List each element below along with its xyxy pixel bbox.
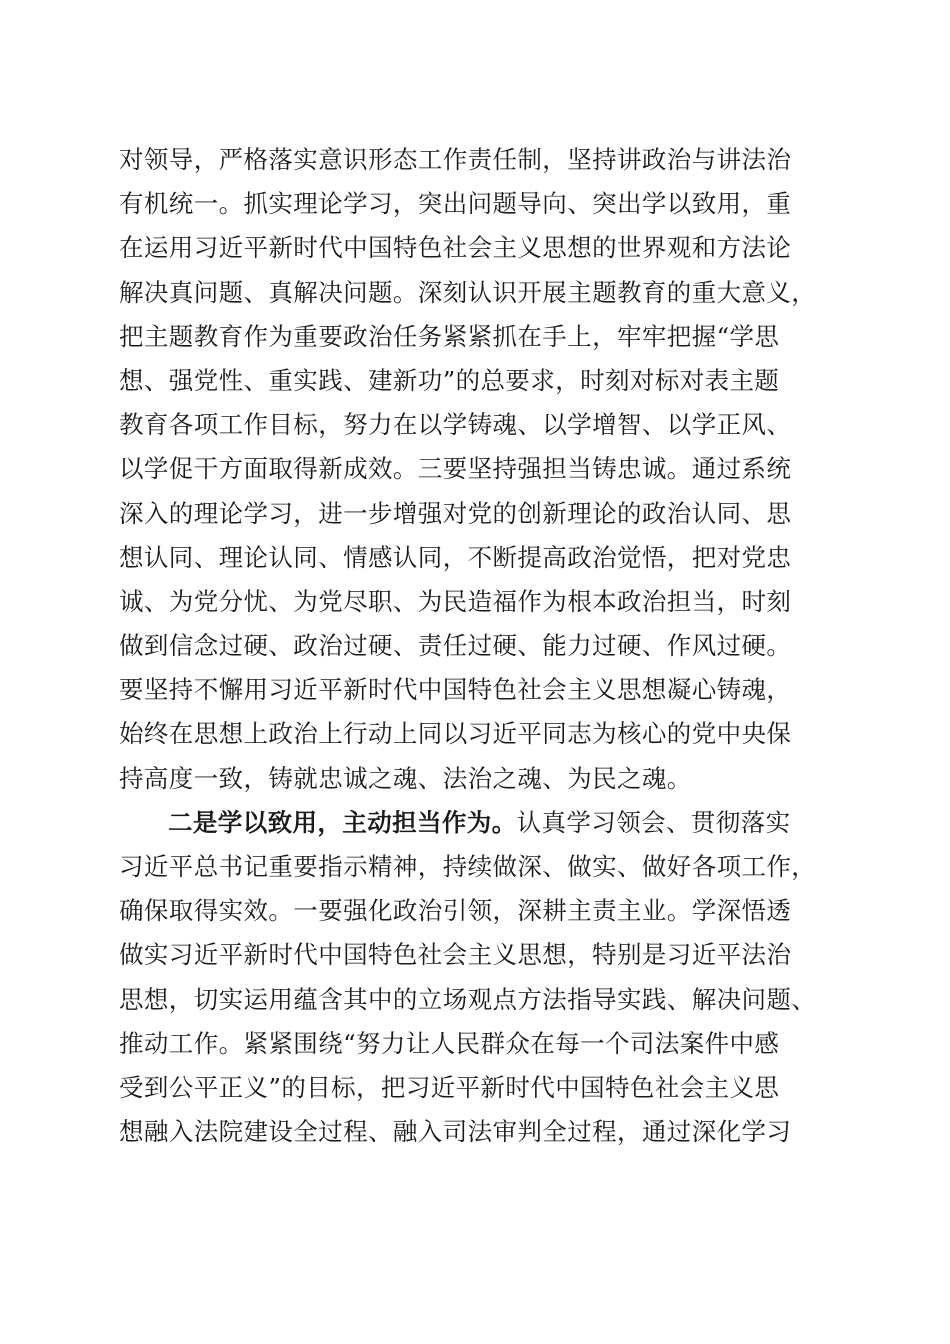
text-line: 习近平总书记重要指示精神，持续做深、做实、做好各项工作， xyxy=(119,852,817,881)
text-line: 持高度一致，铸就忠诚之魂、法治之魂、为民之魂。 xyxy=(119,763,692,793)
paragraph-1 xyxy=(119,138,849,801)
text-line: 解决真问题、真解决问题。深刻认识开展主题教育的重大意义， xyxy=(119,277,817,307)
text-line: 确保取得实效。一要强化政治引领，深耕主责主业。学深悟透 xyxy=(119,896,792,926)
body-text xyxy=(119,138,849,1154)
text-line: 有机统一。抓实理论学习，突出问题导向、突出学以致用，重 xyxy=(119,189,792,219)
paragraph-2 xyxy=(119,801,849,1155)
paragraph-lead-text: 认真学习领会、贯彻落实 xyxy=(516,807,791,837)
text-line: 在运用习近平新时代中国特色社会主义思想的世界观和方法论 xyxy=(119,233,792,263)
text-line: 做实习近平新时代中国特色社会主义思想，特别是习近平法治 xyxy=(119,940,792,970)
text-line: 推动工作。紧紧围绕“努力让人民群众在每一个司法案件中感 xyxy=(119,1028,780,1058)
text-line: 想认同、理论认同、情感认同，不断提高政治觉悟，把对党忠 xyxy=(119,542,792,572)
text-line: 把主题教育作为重要政治任务紧紧抓在手上，牢牢把握“学思 xyxy=(119,321,780,351)
text-line: 想融入法院建设全过程、融入司法审判全过程，通过深化学习 xyxy=(119,1117,792,1147)
text-line: 受到公平正义”的目标，把习近平新时代中国特色社会主义思 xyxy=(119,1072,780,1102)
text-line: 要坚持不懈用习近平新时代中国特色社会主义思想凝心铸魂， xyxy=(119,675,792,705)
text-line: 教育各项工作目标，努力在以学铸魂、以学增智、以学正风、 xyxy=(119,410,792,440)
text-line: 以学促干方面取得新成效。三要坚持强担当铸忠诚。通过系统 xyxy=(119,454,792,484)
text-line: 诚、为党分忧、为党尽职、为民造福作为根本政治担当，时刻 xyxy=(119,586,792,616)
paragraph-heading: 二是学以致用，主动担当作为。 xyxy=(168,807,517,837)
text-line: 深入的理论学习，进一步增强对党的创新理论的政治认同、思 xyxy=(119,498,792,528)
text-line: 思想，切实运用蕴含其中的立场观点方法指导实践、解决问题、 xyxy=(119,984,817,1014)
text-line: 始终在思想上政治上行动上同以习近平同志为核心的党中央保 xyxy=(119,719,792,749)
text-line: 对领导，严格落实意识形态工作责任制，坚持讲政治与讲法治 xyxy=(119,145,792,174)
text-line: 做到信念过硬、政治过硬、责任过硬、能力过硬、作风过硬。 xyxy=(119,631,792,661)
paragraph-first-line xyxy=(119,801,849,845)
text-line: 想、强党性、重实践、建新功”的总要求，时刻对标对表主题 xyxy=(119,365,780,395)
